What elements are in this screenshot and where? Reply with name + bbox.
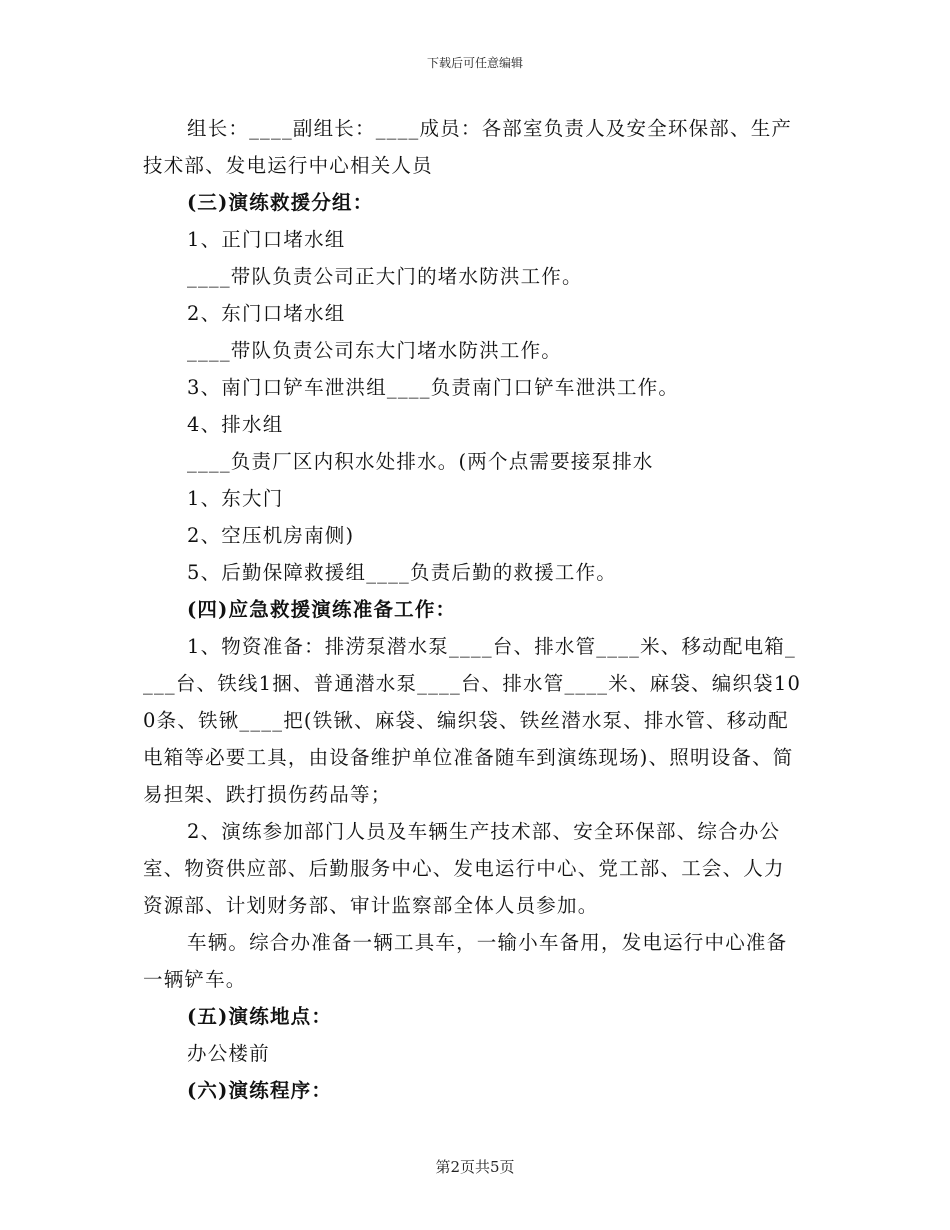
section-heading: (三)演练救援分组： (187, 191, 374, 214)
paragraph: 2、演练参加部门人员及车辆生产技术部、安全环保部、综合办公室、物资供应部、后勤服务中心、发电运行中心、党工部、工会、人力资源部、计划财务部、审计监察部全体人员参加。 (143, 820, 785, 917)
document-body (143, 110, 803, 1109)
paragraph: 4、排水组 (187, 413, 284, 436)
paragraph: 2、空压机房南侧) (187, 524, 355, 547)
page-header: 下载后可任意编辑 (426, 56, 523, 70)
paragraph: 5、后勤保障救援组____负责后勤的救援工作。 (187, 561, 618, 584)
paragraph: 车辆。综合办准备一辆工具车，一输小车备用，发电运行中心准备一辆铲车。 (143, 931, 788, 991)
paragraph: 1、物资准备：排涝泵潜水泵____台、排水管____米、移动配电箱____台、铁线1捆、普通潜水泵____台、排水管____米、麻袋、编织袋100条、铁锹____把(铁锹、麻袋、编织袋、铁丝潜水泵、排水管、移动配电箱等必要工具，由设备维护单位准备随车到演练现场)、照明设备、简易担架、跌打损伤药品等； (143, 635, 802, 806)
paragraph: 2、东门口堵水组 (187, 302, 346, 325)
paragraph: 1、正门口堵水组 (187, 228, 346, 251)
paragraph: 组长：____副组长：____成员：各部室负责人及安全环保部、生产技术部、发电运行中心相关人员 (143, 117, 793, 177)
paragraph: 3、南门口铲车泄洪组____负责南门口铲车泄洪工作。 (187, 376, 680, 399)
paragraph: ____带队负责公司正大门的堵水防洪工作。 (187, 265, 583, 288)
paragraph: 办公楼前 (187, 1042, 270, 1065)
section-heading: (六)演练程序： (187, 1079, 333, 1102)
section-heading: (五)演练地点： (187, 1005, 333, 1028)
page-footer: 第2页共5页 (435, 1158, 515, 1176)
paragraph: ____带队负责公司东大门堵水防洪工作。 (187, 339, 563, 362)
section-heading: (四)应急救援演练准备工作： (187, 598, 457, 621)
paragraph: 1、东大门 (187, 487, 284, 510)
paragraph: ____负责厂区内积水处排水。(两个点需要接泵排水 (187, 450, 654, 473)
